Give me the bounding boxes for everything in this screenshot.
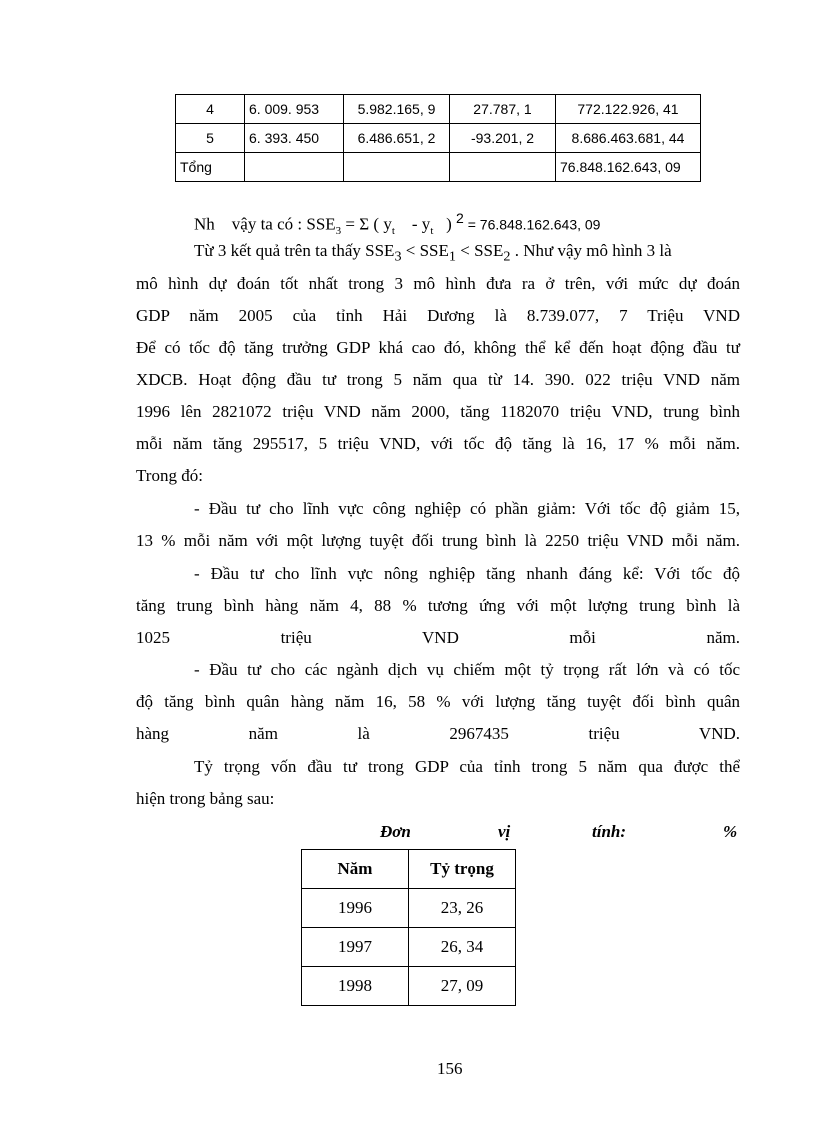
table-row bbox=[176, 124, 701, 153]
table-cell: 26, 34 bbox=[409, 928, 516, 967]
table-cell: 4 bbox=[176, 95, 245, 124]
formula-sub: t bbox=[391, 225, 395, 238]
table-cell: 1996 bbox=[302, 889, 409, 928]
table-cell: 5 bbox=[176, 124, 245, 153]
table-cell: Tổng bbox=[176, 153, 245, 182]
table-cell: 23, 26 bbox=[409, 889, 516, 928]
table-cell: 772.122.926, 41 bbox=[556, 95, 701, 124]
bullet-line: tăng trung bình hàng năm 4, 88 % tương ứng với một lượng trung bình là bbox=[136, 596, 740, 615]
formula-text: ) bbox=[441, 214, 457, 234]
table-cell: 76.848.162.643, 09 bbox=[556, 153, 701, 182]
subscript: 3 bbox=[394, 248, 402, 265]
bullet-line: độ tăng bình quân hàng năm 16, 58 % với lượng tăng tuyệt đối bình quân bbox=[136, 692, 740, 711]
unit-word: % bbox=[723, 822, 738, 841]
paragraph-line bbox=[194, 241, 672, 266]
subscript: 1 bbox=[448, 248, 456, 265]
table-cell: 1998 bbox=[302, 967, 409, 1006]
formula-result: = 76.848.162.643, 09 bbox=[463, 216, 601, 233]
paragraph-line: Trong đó: bbox=[136, 466, 203, 485]
formula-text: = Σ ( bbox=[341, 214, 380, 234]
paragraph-line: XDCB. Hoạt động đầu tư trong 5 năm qua từ 14. 390. 022 triệu VND năm bbox=[136, 370, 740, 389]
table-cell: -93.201, 2 bbox=[450, 124, 556, 153]
table-header-row bbox=[302, 850, 516, 889]
table-header: Năm bbox=[302, 850, 409, 889]
formula-text: - y bbox=[407, 214, 431, 234]
table-row-total bbox=[176, 153, 701, 182]
sse-formula bbox=[194, 210, 600, 237]
table-header: Tỷ trọng bbox=[409, 850, 516, 889]
paragraph-line: 1996 lên 2821072 triệu VND năm 2000, tăng 1182070 triệu VND, trung bình bbox=[136, 402, 740, 421]
formula-sub: 3 bbox=[335, 225, 342, 238]
formula-prefix: Nh bbox=[194, 214, 215, 234]
table-cell: 6. 009. 953 bbox=[245, 95, 344, 124]
subscript: 2 bbox=[503, 248, 511, 265]
unit-word: Đơn bbox=[380, 822, 411, 841]
table-cell: 5.982.165, 9 bbox=[344, 95, 450, 124]
formula-sub: t bbox=[430, 225, 434, 238]
table-row bbox=[302, 928, 516, 967]
paragraph-line: GDP năm 2005 của tỉnh Hải Dương là 8.739.077, 7 Triệu VND bbox=[136, 306, 740, 325]
table-cell bbox=[450, 153, 556, 182]
text-run: Từ 3 kết quả trên ta thấy SSE bbox=[194, 241, 395, 260]
text-run: . Như vậy mô hình 3 là bbox=[510, 241, 672, 260]
paragraph-line: mô hình dự đoán tốt nhất trong 3 mô hình đưa ra ở trên, với mức dự đoán bbox=[136, 274, 740, 293]
bullet-line: - Đầu tư cho lĩnh vực nông nghiệp tăng nhanh đáng kể: Với tốc độ bbox=[194, 564, 740, 583]
table-row bbox=[302, 967, 516, 1006]
page-number: 156 bbox=[437, 1059, 463, 1078]
bullet-line: - Đầu tư cho các ngành dịch vụ chiếm một tỷ trọng rất lớn và có tốc bbox=[194, 660, 740, 679]
table-cell: 6.486.651, 2 bbox=[344, 124, 450, 153]
residual-table bbox=[175, 94, 701, 182]
unit-word: tính: bbox=[592, 822, 627, 841]
paragraph-line: Để có tốc độ tăng trưởng GDP khá cao đó, không thể kể đến hoạt động đầu tư bbox=[136, 338, 740, 357]
table-row bbox=[302, 889, 516, 928]
paragraph-line: mỗi năm tăng 295517, 5 triệu VND, với tốc độ tăng là 16, 17 % mỗi năm. bbox=[136, 434, 740, 453]
bullet-line: 13 % mỗi năm với một lượng tuyệt đối trung bình là 2250 triệu VND mỗi năm. bbox=[136, 531, 740, 550]
table-cell: 6. 393. 450 bbox=[245, 124, 344, 153]
formula-text: vậy ta có : SSE bbox=[231, 214, 336, 234]
paragraph-line: hiện trong bảng sau: bbox=[136, 789, 275, 808]
text-run: < SSE bbox=[455, 241, 504, 260]
table-cell: 8.686.463.681, 44 bbox=[556, 124, 701, 153]
table-cell bbox=[344, 153, 450, 182]
formula-sup: 2 bbox=[456, 210, 464, 226]
text-run: < SSE bbox=[401, 241, 449, 260]
table-row bbox=[176, 95, 701, 124]
bullet-line: - Đầu tư cho lĩnh vực công nghiệp có phần giảm: Với tốc độ giảm 15, bbox=[194, 499, 740, 518]
paragraph-line: Tỷ trọng vốn đầu tư trong GDP của tỉnh trong 5 năm qua được thể bbox=[194, 757, 740, 776]
bullet-line: 1025 triệu VND mỗi năm. bbox=[136, 628, 740, 647]
table-cell: 27.787, 1 bbox=[450, 95, 556, 124]
table-cell bbox=[245, 153, 344, 182]
bullet-line: hàng năm là 2967435 triệu VND. bbox=[136, 724, 740, 743]
unit-word: vị bbox=[498, 822, 511, 841]
investment-share-table bbox=[301, 849, 516, 1006]
table-cell: 1997 bbox=[302, 928, 409, 967]
formula-text: y bbox=[379, 214, 392, 234]
table-cell: 27, 09 bbox=[409, 967, 516, 1006]
